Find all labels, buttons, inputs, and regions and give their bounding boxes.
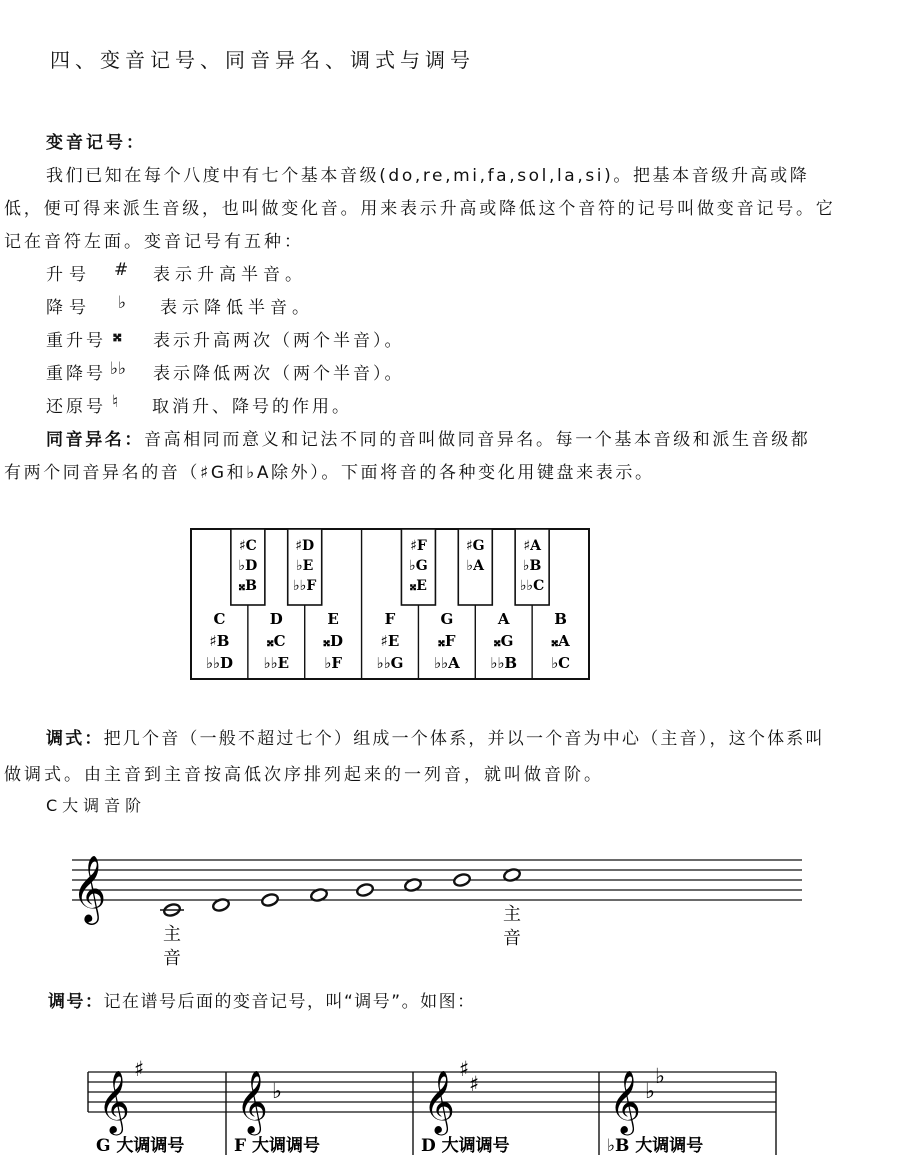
black-key-label: ♭E <box>296 558 314 574</box>
white-key-label: ♭F <box>324 654 343 672</box>
white-key-label: ♭♭B <box>490 654 518 672</box>
key-sharp-icon: ♯ <box>459 1057 470 1081</box>
accidental-desc: 表示降低两次（两个半音）。 <box>153 364 405 384</box>
black-key-label: ♯C <box>238 538 257 554</box>
white-key-label: F <box>384 610 396 628</box>
treble-clef-icon: 𝄞 <box>609 1070 641 1133</box>
mode-line-1 <box>46 724 825 749</box>
white-key-label: A <box>497 610 510 628</box>
accidentals-para-line-3: 记在音符左面。变音记号有五种： <box>4 232 304 252</box>
scale-note <box>356 883 374 898</box>
black-key-label: ♯F <box>410 538 427 554</box>
accidental-name: 降号 <box>46 298 92 318</box>
key-sharp-icon: ♯ <box>469 1072 480 1096</box>
enharmonic-text: 音高相同而意义和记法不同的音叫做同音异名。每一个基本音级和派生音级都 <box>144 430 811 450</box>
white-key-label: 𝄪D <box>323 632 344 650</box>
accidental-desc: 表示升高两次（两个半音）。 <box>153 331 405 351</box>
scale-label: C大调音阶 <box>46 796 147 815</box>
white-key-label: ♭♭G <box>376 654 404 672</box>
page-title: 四、变音记号、同音异名、调式与调号 <box>50 48 475 72</box>
white-key-label: ♭♭E <box>263 654 290 672</box>
accidental-name: 还原号 <box>46 397 106 417</box>
white-key-label: 𝄪C <box>266 632 286 650</box>
white-key-label: G <box>440 610 454 628</box>
enharmonic-heading: 同音异名： <box>46 430 144 450</box>
black-key-label: ♭♭C <box>519 578 545 594</box>
black-key-label: 𝄪E <box>409 578 427 594</box>
accidental-desc: 取消升、降号的作用。 <box>152 397 352 417</box>
key-signature-line <box>48 987 476 1012</box>
tonic-label-low-1: 主 <box>163 924 181 945</box>
treble-clef-icon: 𝄞 <box>236 1070 268 1133</box>
scale-note <box>453 873 471 888</box>
white-key-label: B <box>554 610 567 628</box>
accidental-desc: 表示降低半音。 <box>160 298 314 318</box>
treble-clef-icon: 𝄞 <box>72 854 107 922</box>
tonic-label-low-2: 音 <box>163 948 181 969</box>
white-key-label: 𝄪A <box>551 632 570 650</box>
white-key-label: 𝄪F <box>438 632 456 650</box>
scale-note <box>261 893 279 908</box>
double-flat-symbol: ♭♭ <box>110 359 127 379</box>
black-key-label: 𝄪B <box>238 578 257 594</box>
accidentals-heading: 变音记号： <box>46 133 146 153</box>
white-key-label: D <box>269 610 283 628</box>
mode-heading: 调式： <box>46 729 104 749</box>
treble-clef-icon: 𝄞 <box>98 1070 130 1133</box>
mode-text: 把几个音（一般不超过七个）组成一个体系，并以一个音为中心（主音），这个体系叫 <box>103 729 825 749</box>
black-key-label: ♭G <box>409 558 428 574</box>
c-major-scale-staff <box>60 840 810 975</box>
key-signature-desc: 记在谱号后面的变音记号，叫“调号”。如图： <box>103 992 476 1012</box>
black-key-label: ♭A <box>466 558 485 574</box>
key-signature-staff <box>86 1052 786 1155</box>
treble-clef-icon: 𝄞 <box>423 1070 455 1133</box>
key-flat-icon: ♭ <box>645 1079 655 1103</box>
black-key-label: ♭♭F <box>293 578 317 594</box>
black-key-label: ♯A <box>523 538 541 554</box>
black-key-label: ♯G <box>465 538 485 554</box>
keyboard-diagram <box>188 526 592 682</box>
key-signature-label: ♭B 大调调号 <box>607 1136 704 1155</box>
white-key-label: C <box>213 610 226 628</box>
accidental-name: 重降号 <box>46 364 106 384</box>
white-key-label: ♭C <box>551 654 571 672</box>
key-signature-label: G 大调调号 <box>96 1136 185 1155</box>
key-sharp-icon: ♯ <box>134 1057 145 1081</box>
black-key-label: ♯D <box>295 538 315 554</box>
white-key-label: 𝄪G <box>493 632 514 650</box>
white-key-label: ♭♭D <box>205 654 234 672</box>
key-signature-label: D 大调调号 <box>421 1136 510 1155</box>
white-key-label: ♭♭A <box>433 654 460 672</box>
white-key-label: E <box>327 610 339 628</box>
accidental-desc: 表示升高半音。 <box>153 265 307 285</box>
key-flat-icon: ♭ <box>655 1064 665 1088</box>
key-signature-heading: 调号： <box>48 992 104 1012</box>
key-signature-label: F 大调调号 <box>234 1136 320 1155</box>
accidentals-para-line-1: 我们已知在每个八度中有七个基本音级(do,re,mi,fa,sol,la,si)。把基本音级升高或降 <box>46 166 810 186</box>
flat-symbol: ♭ <box>118 293 130 313</box>
accidentals-para-line-2: 低，便可得来派生音级，也叫做变化音。用来表示升高或降低这个音符的记号叫做变音记号。它 <box>4 199 836 219</box>
sharp-symbol: # <box>114 260 132 280</box>
scale-notes <box>163 868 521 918</box>
natural-symbol: ♮ <box>112 392 122 412</box>
tonic-label-high-2: 音 <box>503 928 521 949</box>
accidental-name: 升号 <box>46 265 92 285</box>
key-flat-icon: ♭ <box>272 1079 282 1103</box>
black-key-label: ♭B <box>522 558 542 574</box>
accidental-name: 重升号 <box>46 331 106 351</box>
double-sharp-symbol: 𝄪 <box>113 324 125 346</box>
white-key-label: ♯E <box>380 632 400 650</box>
enharmonic-line-1 <box>46 425 810 450</box>
black-key-label: ♭D <box>238 558 258 574</box>
tonic-label-high-1: 主 <box>503 904 521 925</box>
staff-lines <box>72 860 802 900</box>
white-key-label: ♯B <box>209 632 230 650</box>
enharmonic-line-2: 有两个同音异名的音（♯G和♭A除外）。下面将音的各种变化用键盘来表示。 <box>4 463 655 483</box>
mode-line-2: 做调式。由主音到主音按高低次序排列起来的一列音，就叫做音阶。 <box>4 765 604 785</box>
